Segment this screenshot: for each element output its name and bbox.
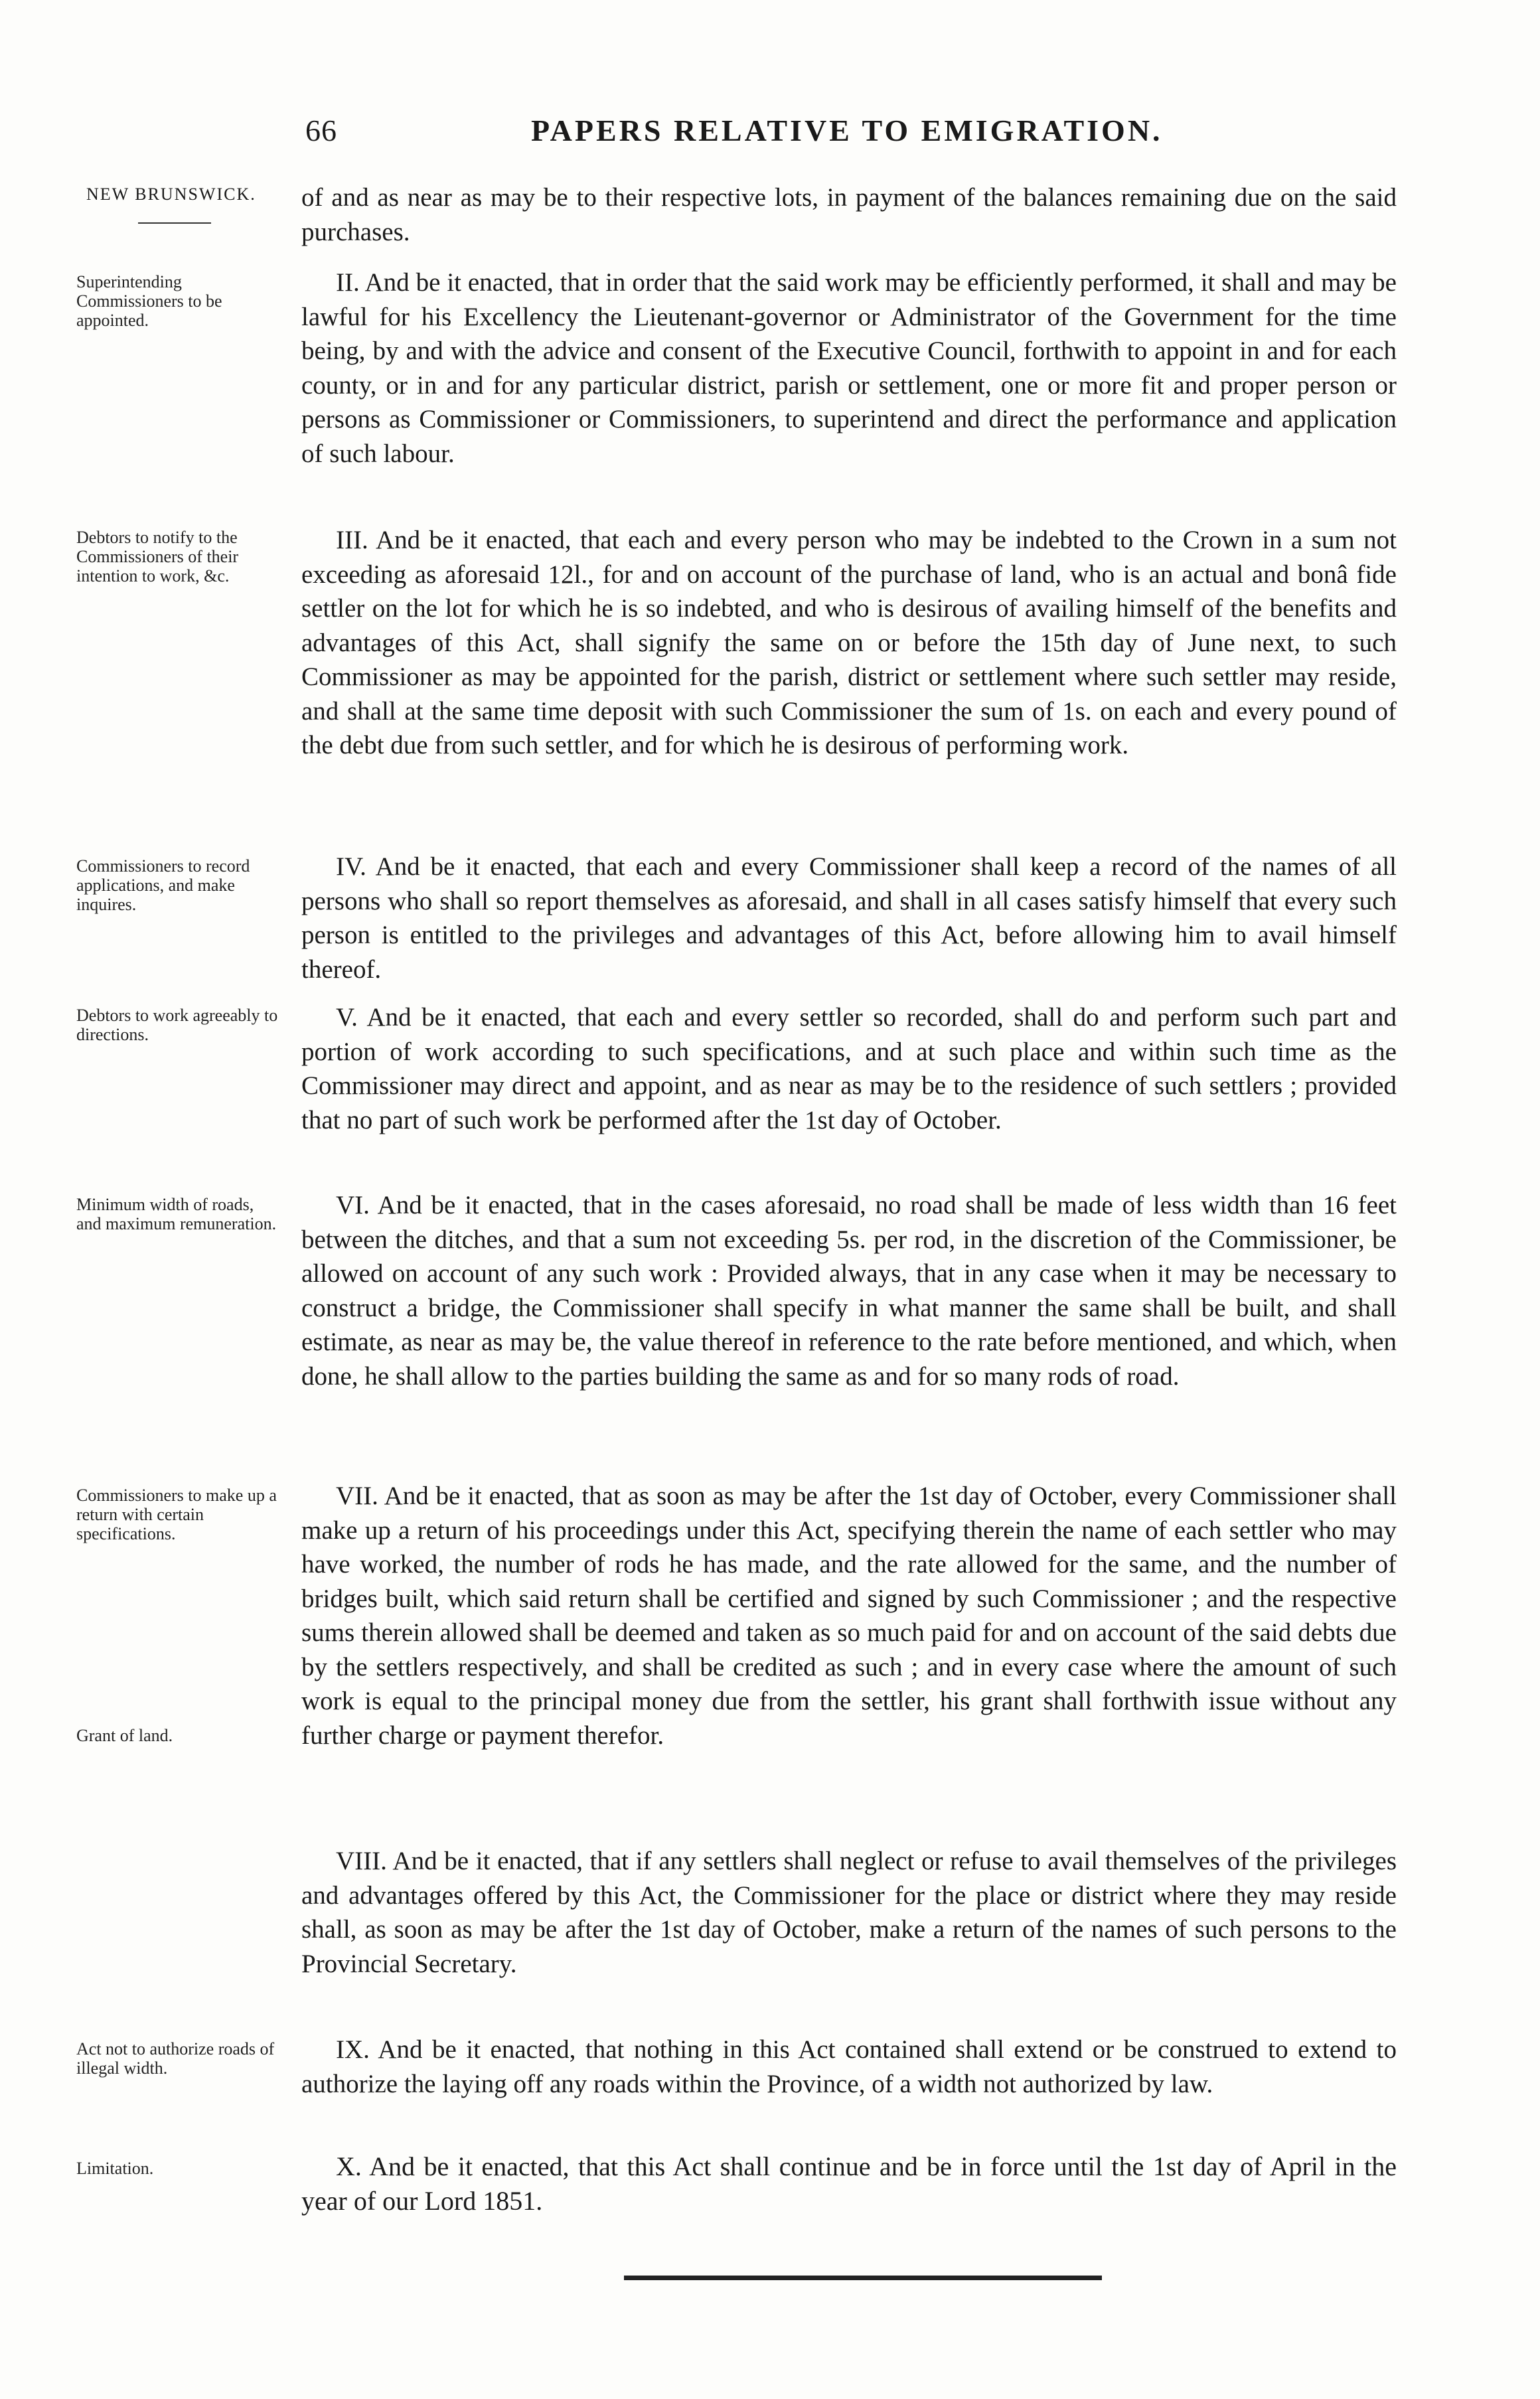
side-heading-province: NEW BRUNSWICK. <box>86 185 256 204</box>
margin-note-minimum-width: Minimum width of roads, and maximum remuneration. <box>76 1195 277 1233</box>
section-vii: VII. And be it enacted, that as soon as may be after the 1st day of October, every Commissioner shall make up a return of his proceedings under this Act, specifying therein the name of each settler who may have worked, the number of rods he has made, and the rate allowed for the same, and the number of bridges built, which said return shall be certified and signed by such Commissioner ; and the respective sums therein allowed shall be deemed and taken as so much paid for and on account of the said debts due by the settlers respectively, and shall be credited as such ; and in every case where the amount of such work is equal to the principal money due from the settler, his grant shall forthwith issue without any further charge or payment therefor. <box>301 1482 1397 1750</box>
paragraph-continuation: of and as near as may be to their respective lots, in payment of the balances remaining due on the said purchases. <box>301 183 1397 246</box>
page-number: 66 <box>305 114 337 147</box>
section-viii: VIII. And be it enacted, that if any settlers shall neglect or refuse to avail themselves of the privileges and advantages offered by this Act, the Commissioner for the place or district where they may reside shall, as soon as may be after the 1st day of October, make a return of the names of such persons to the Provincial Secretary. <box>301 1847 1397 1978</box>
section-iv: IV. And be it enacted, that each and every Commissioner shall keep a record of the names of all persons who shall so report themselves as aforesaid, and shall in all cases satisfy himself that every such person is entitled to the privileges and advantages of this Act, before allowing him to avail himself thereof. <box>301 852 1397 984</box>
margin-note-debtors-notify: Debtors to notify to the Commissioners of their intention to work, &c. <box>76 528 239 585</box>
margin-note-return: Commissioners to make up a return with certain specifications. <box>76 1486 277 1543</box>
section-iii: III. And be it enacted, that each and every person who may be indebted to the Crown in a sum not exceeding as aforesaid 12l., for and on account of the purchase of land, who is an actual and bonâ fide settler on the lot for which he is so indebted, and who is desirous of availing himself of the benefits and advantages of this Act, shall signify the same on or before the 15th day of June next, to such Commissioner as may be appointed for the parish, district or settlement where such settler may reside, and shall at the same time deposit with such Commissioner the sum of 1s. on each and every pound of the debt due from such settler, and for which he is desirous of performing work. <box>301 526 1397 759</box>
margin-note-debtors-work: Debtors to work agreeably to directions. <box>76 1006 278 1044</box>
margin-note-record-applications: Commissioners to record applications, and make inquires. <box>76 856 250 914</box>
margin-note-illegal-width: Act not to authorize roads of illegal width. <box>76 2039 275 2078</box>
page-header <box>292 113 1434 166</box>
margin-note-limitation: Limitation. <box>76 2159 154 2178</box>
section-vi: VI. And be it enacted, that in the cases aforesaid, no road shall be made of less width than 16 feet between the ditches, and that a sum not exceeding 5s. per rod, in the discretion of the Commissioner, be allowed on account of any such work : Provided always, that in any case when it may be necessary to construct a bridge, the Commissioner shall specify in what manner the same shall be built, and shall estimate, as near as may be, the value thereof in reference to the rate before mentioned, and which, when done, he shall allow to the parties building the same as and for so many rods of road. <box>301 1191 1397 1391</box>
section-ix: IX. And be it enacted, that nothing in this Act contained shall extend or be construed to extend to authorize the laying off any roads within the Province, of a width not authorized by law. <box>301 2035 1397 2098</box>
side-heading-rule <box>138 222 211 224</box>
running-title: PAPERS RELATIVE TO EMIGRATION. <box>531 114 1163 147</box>
margin-note-superintending: Superintending Commissioners to be appointed. <box>76 272 222 330</box>
section-ii: II. And be it enacted, that in order that the said work may be efficiently performed, it shall and may be lawful for his Excellency the Lieutenant-governor or Administrator of the Government for the time being, by and with the advice and consent of the Executive Council, forthwith to appoint in and for each county, or in and for any particular district, parish or settlement, one or more fit and proper person or persons as Commissioner or Commissioners, to superintend and direct the performance and application of such labour. <box>301 268 1397 468</box>
section-v: V. And be it enacted, that each and every settler so recorded, shall do and perform such part and portion of work according to such specifications, and at such place and within such time as the Commissioner may direct and appoint, and as near as may be to the residence of such settlers ; provided that no part of such work be performed after the 1st day of October. <box>301 1003 1397 1134</box>
section-x: X. And be it enacted, that this Act shall continue and be in force until the 1st day of April in the year of our Lord 1851. <box>301 2151 1397 2216</box>
margin-note-grant-of-land: Grant of land. <box>76 1726 173 1745</box>
closing-rule <box>624 2276 1102 2280</box>
